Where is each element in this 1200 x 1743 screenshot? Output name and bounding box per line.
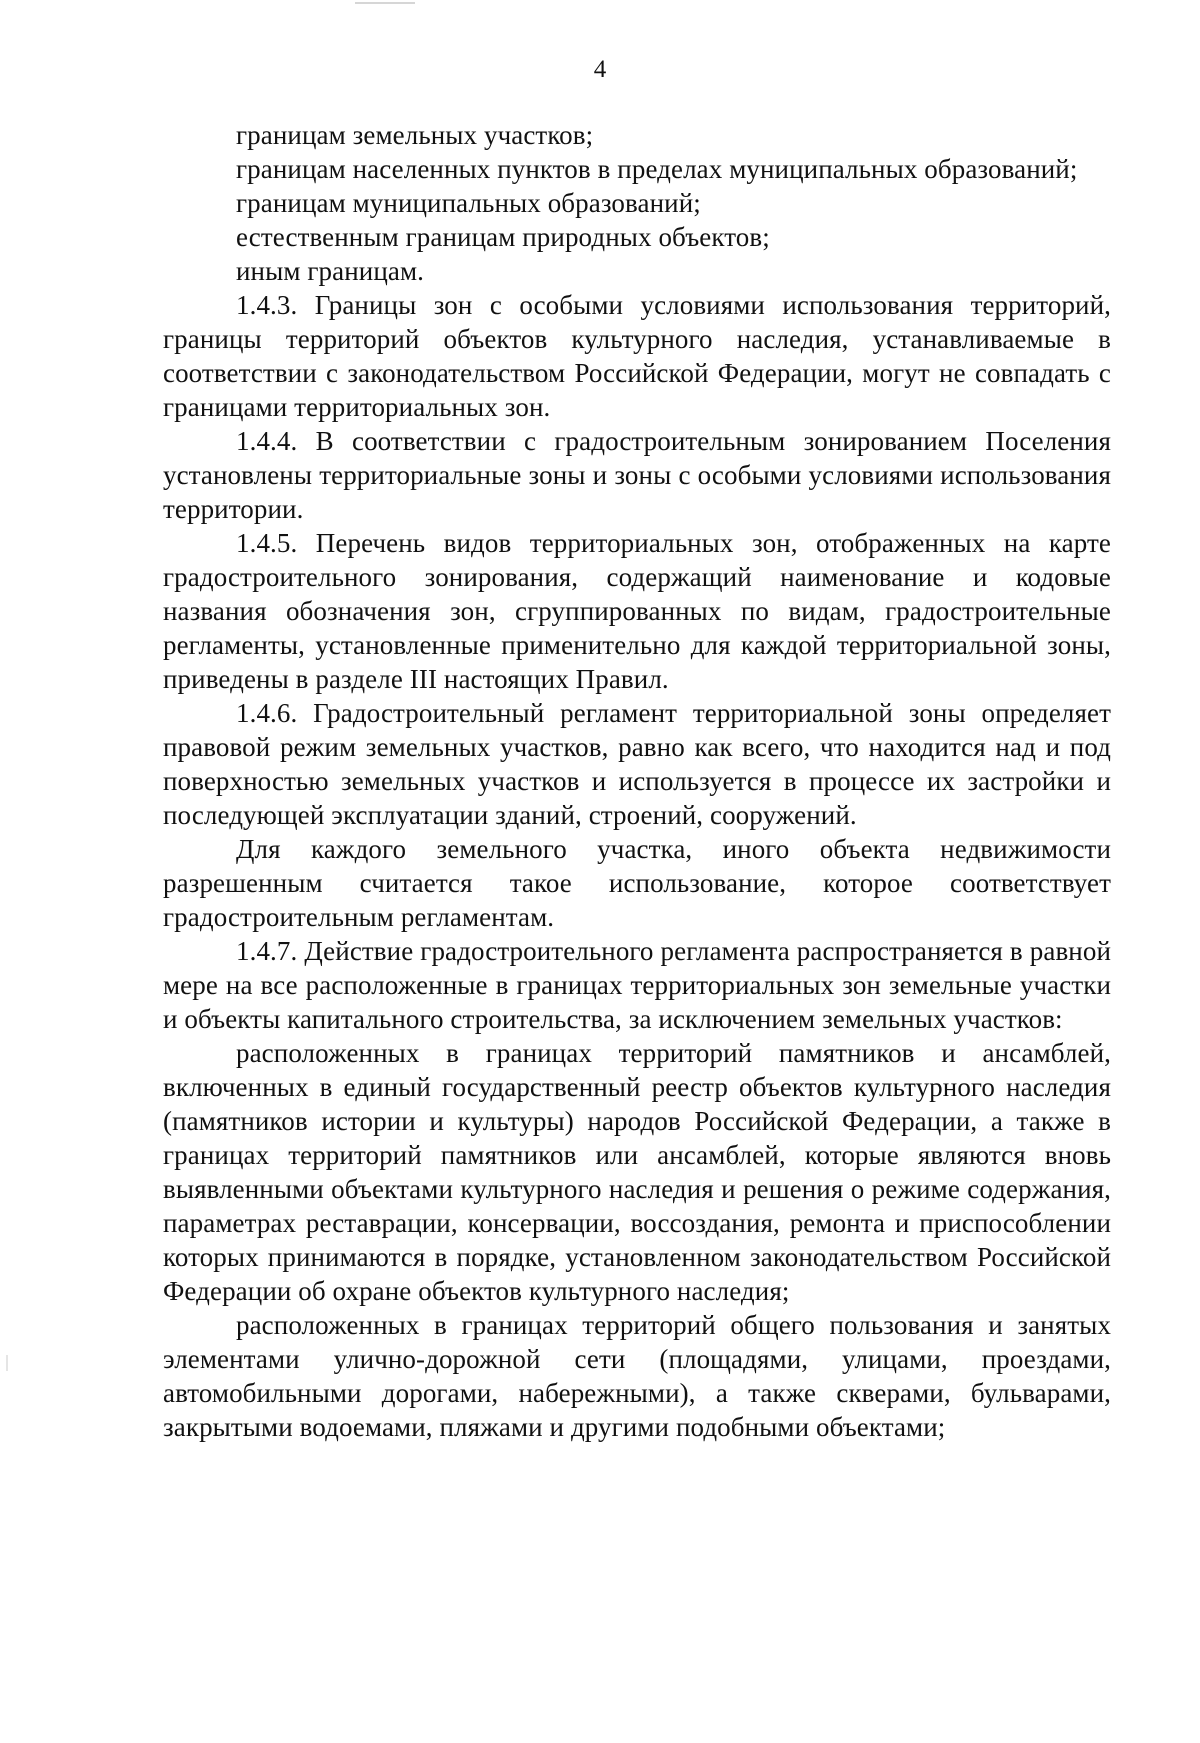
- paragraph: границам земельных участков;: [236, 120, 594, 150]
- paragraph: иным границам.: [236, 256, 425, 286]
- document-body: [163, 118, 1111, 1444]
- paragraph: расположенных в границах территорий памятников и ансамблей, включенных в единый государственный реестр объектов культурного наследия (памятников истории и культуры) народов Российской Федерации, а также в границах территорий памятников или ансамблей, которые являются вновь выявленными объектами культурного наследия и решения о режиме содержания, параметрах реставрации, консервации, воссоздания, ремонта и приспособлении которых принимаются в порядке, установленном законодательством Российской Федерации об охране объектов культурного наследия;: [163, 1038, 1111, 1306]
- paragraph: 1.4.3. Границы зон с особыми условиями использования территорий, границы территорий объектов культурного наследия, устанавливаемые в соответствии с законодательством Российской Федерации, могут не совпадать с границами территориальных зон.: [163, 290, 1111, 422]
- scan-artifact: [355, 2, 415, 4]
- paragraph: границам муниципальных образований;: [236, 188, 701, 218]
- paragraph: Для каждого земельного участка, иного объекта недвижимости разрешенным считается такое использование, которое соответствует градостроительным регламентам.: [163, 834, 1111, 932]
- paragraph: границам населенных пунктов в пределах муниципальных образований;: [236, 154, 1078, 184]
- paragraph: 1.4.6. Градостроительный регламент территориальной зоны определяет правовой режим земельных участков, равно как всего, что находится над и под поверхностью земельных участков и используется в процессе их застройки и последующей эксплуатации зданий, строений, сооружений.: [163, 698, 1111, 830]
- paragraph: расположенных в границах территорий общего пользования и занятых элементами улично-дорожной сети (площадями, улицами, проездами, автомобильными дорогами, набережными), а также скверами, бульварами, закрытыми водоемами, пляжами и другими подобными объектами;: [163, 1310, 1111, 1442]
- scan-artifact: [6, 1355, 8, 1371]
- page-number: 4: [593, 56, 607, 83]
- paragraph: 1.4.5. Перечень видов территориальных зон, отображенных на карте градостроительного зонирования, содержащий наименование и кодовые названия обозначения зон, сгруппированных по видам, градостроительные регламенты, установленные применительно для каждой территориальной зоны, приведены в разделе III настоящих Правил.: [163, 528, 1111, 694]
- paragraph: 1.4.7. Действие градостроительного регламента распространяется в равной мере на все расположенные в границах территориальных зон земельные участки и объекты капитального строительства, за исключением земельных участков:: [163, 936, 1111, 1034]
- paragraph: 1.4.4. В соответствии с градостроительным зонированием Поселения установлены территориальные зоны и зоны с особыми условиями использования территории.: [163, 426, 1111, 524]
- paragraph: естественным границам природных объектов;: [236, 222, 770, 252]
